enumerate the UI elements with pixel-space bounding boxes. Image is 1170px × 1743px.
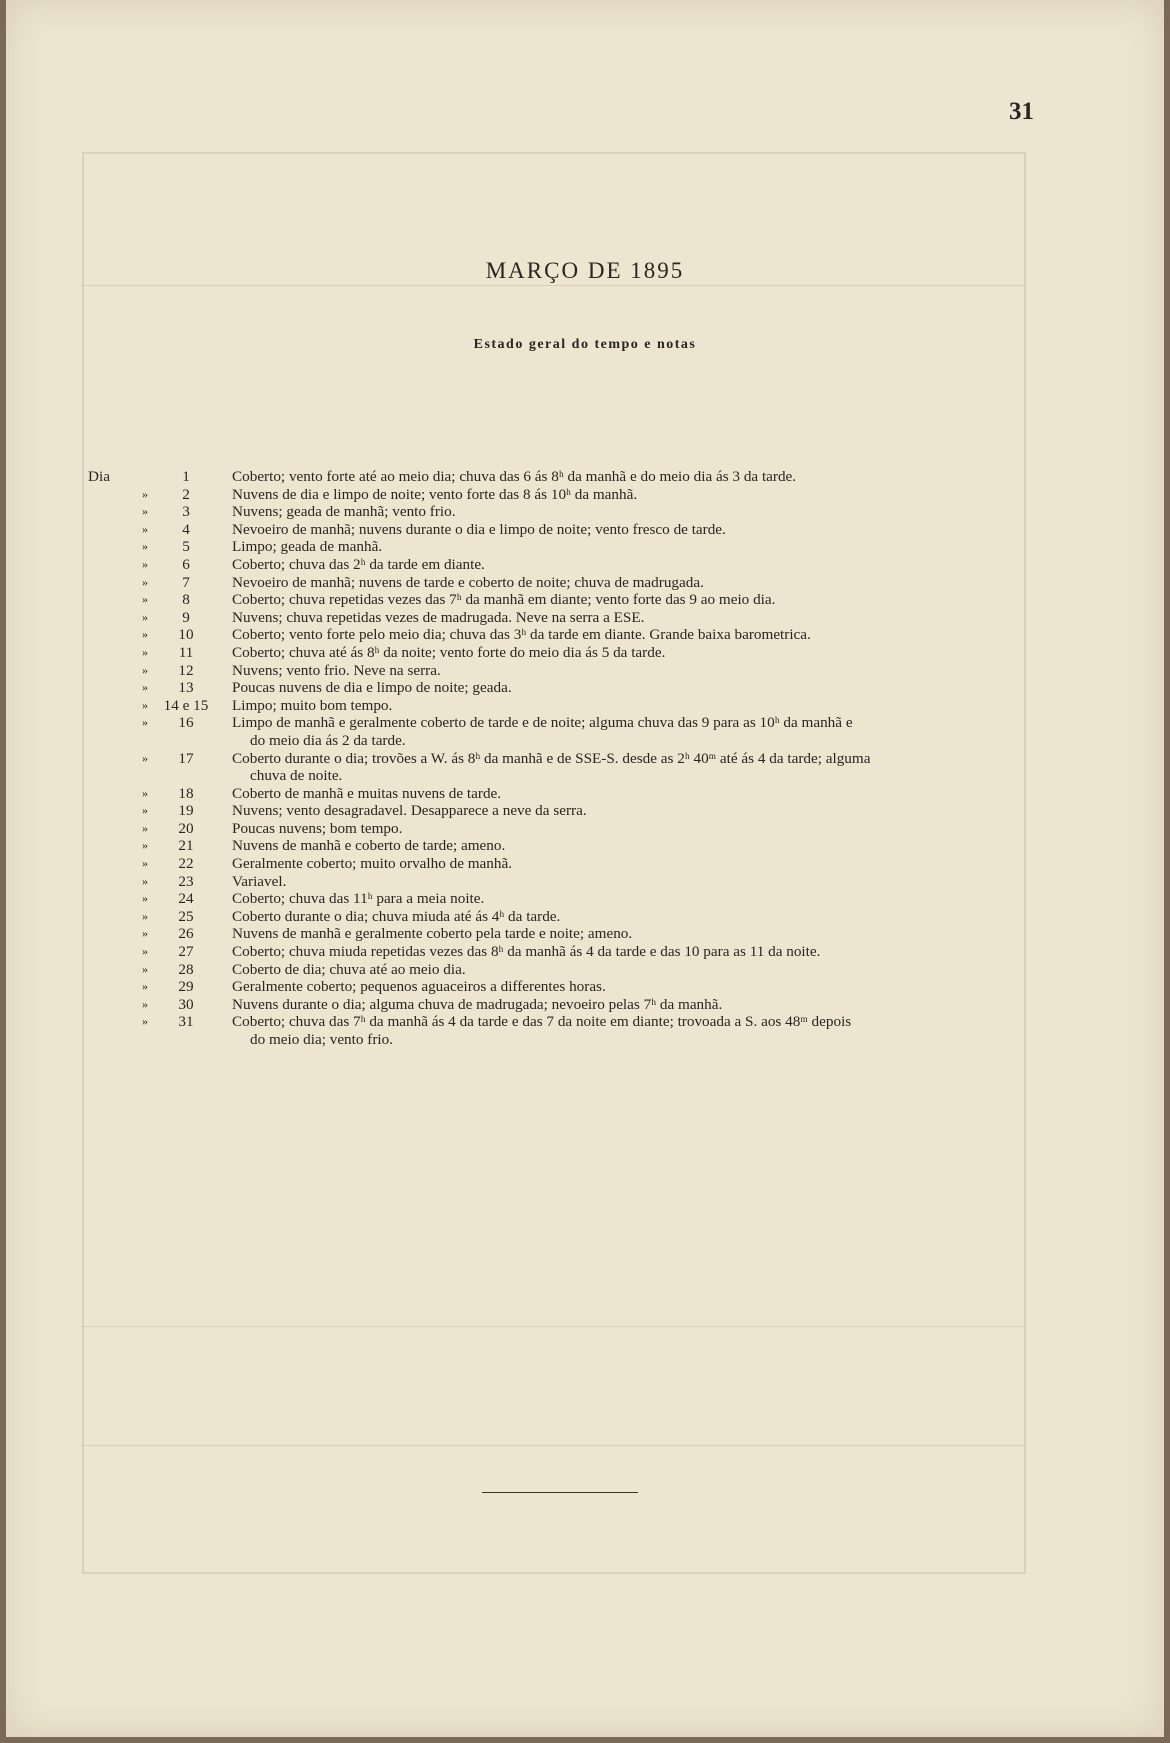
day-label: [88, 574, 118, 592]
ditto-mark: »: [142, 486, 148, 501]
list-item: [88, 802, 1038, 820]
day-number: 9: [182, 608, 190, 626]
ditto-mark: »: [142, 891, 148, 906]
day-number: 5: [182, 538, 190, 556]
list-item: [88, 521, 1038, 539]
day-number: 26: [178, 925, 194, 943]
weather-note: [224, 961, 1038, 979]
weather-note: [224, 785, 1038, 803]
ditto-mark: »: [142, 627, 148, 642]
list-item: [88, 943, 1038, 961]
ditto-mark: »: [142, 574, 148, 589]
page: [6, 0, 1164, 1737]
weather-note: [224, 556, 1038, 574]
weather-note-text: Limpo; geada de manhã.: [232, 538, 383, 556]
weather-note: [224, 943, 1038, 961]
day-label: [88, 837, 118, 855]
ditto-mark: »: [142, 521, 148, 536]
weather-note-text: Coberto de dia; chuva até ao meio dia.: [232, 960, 466, 978]
day-number: 29: [178, 978, 194, 996]
day-number: 30: [178, 995, 194, 1013]
day-label: [88, 961, 118, 979]
weather-note: [224, 802, 1038, 820]
weather-note-text: Nuvens de dia e limpo de noite; vento forte das 8 ás 10ʰ da manhã.: [232, 485, 638, 503]
page-number: 31: [1009, 98, 1034, 125]
weather-note: [224, 925, 1038, 943]
weather-note-text: Poucas nuvens; bom tempo.: [232, 819, 403, 837]
weather-note-text: Limpo de manhã e geralmente coberto de tarde e de noite; alguma chuva das 9 para as 10ʰ da manhã e: [232, 714, 853, 732]
day-number: 7: [182, 573, 190, 591]
day-number: 11: [178, 643, 194, 661]
day-number: 18: [178, 784, 194, 802]
day-number: 31: [178, 1013, 194, 1031]
ditto-mark: »: [142, 838, 148, 853]
ditto-mark: »: [142, 996, 148, 1011]
weather-note: [224, 662, 1038, 680]
day-label: [88, 908, 118, 926]
day-label: [88, 679, 118, 697]
ditto-mark: »: [142, 592, 148, 607]
day-label: Dia: [88, 468, 110, 485]
weather-note: [224, 978, 1038, 996]
weather-note-text: Limpo; muito bom tempo.: [232, 696, 393, 714]
day-label: [88, 873, 118, 891]
ditto-mark: »: [142, 504, 148, 519]
ditto-mark: »: [142, 856, 148, 871]
day-number: 17: [178, 749, 194, 767]
weather-note: [224, 521, 1038, 539]
day-number: 23: [178, 872, 194, 890]
list-item: [88, 697, 1038, 715]
weather-note: [224, 679, 1038, 697]
weather-note-text: Geralmente coberto; muito orvalho de manhã.: [232, 855, 513, 873]
list-item: [88, 855, 1038, 873]
weather-note-text: Nevoeiro de manhã; nuvens de tarde e coberto de noite; chuva de madrugada.: [232, 573, 704, 591]
list-item: [88, 820, 1038, 838]
day-label: [88, 662, 118, 680]
weather-note: [224, 750, 1038, 785]
day-number: 20: [178, 819, 194, 837]
list-item: [88, 574, 1038, 592]
day-number: 24: [178, 890, 194, 908]
day-label: [88, 750, 118, 785]
page-title: MARÇO DE 1895: [485, 258, 685, 283]
weather-note: [224, 890, 1038, 908]
list-item: [88, 1013, 1038, 1048]
day-label: [88, 1013, 118, 1048]
day-label: [88, 626, 118, 644]
day-number: 12: [178, 661, 194, 679]
weather-notes-list: [88, 468, 1038, 1049]
list-item: [88, 609, 1038, 627]
ditto-mark: »: [142, 785, 148, 800]
ditto-mark: »: [142, 820, 148, 835]
weather-note: [224, 820, 1038, 838]
day-label: [88, 538, 118, 556]
ditto-mark: »: [142, 926, 148, 941]
day-label: [88, 890, 118, 908]
ditto-mark: »: [142, 715, 148, 730]
weather-note-text: Nuvens durante o dia; alguma chuva de madrugada; nevoeiro pelas 7ʰ da manhã.: [232, 995, 723, 1013]
weather-note: [224, 574, 1038, 592]
weather-note-text: Coberto; chuva das 11ʰ para a meia noite.: [232, 890, 485, 908]
day-label: [88, 714, 118, 749]
day-label: [88, 609, 118, 627]
weather-note: [224, 538, 1038, 556]
ditto-mark: »: [142, 803, 148, 818]
list-item: [88, 591, 1038, 609]
weather-note: [224, 1013, 1038, 1048]
day-label: [88, 820, 118, 838]
weather-note-text: Coberto; vento forte até ao meio dia; chuva das 6 ás 8ʰ da manhã e do meio dia ás 3 da tarde.: [232, 468, 797, 485]
weather-note-text: Nuvens; vento desagradavel. Desapparece a neve da serra.: [232, 802, 587, 820]
day-label: [88, 503, 118, 521]
day-number: 27: [178, 943, 194, 961]
weather-note: [224, 591, 1038, 609]
ditto-mark: »: [142, 750, 148, 765]
list-item: [88, 486, 1038, 504]
weather-note: [224, 468, 1038, 486]
weather-note-text: Nuvens de manhã e geralmente coberto pela tarde e noite; ameno.: [232, 925, 633, 943]
list-item: [88, 925, 1038, 943]
weather-note: [224, 697, 1038, 715]
ditto-mark: »: [142, 697, 148, 712]
weather-note: [224, 486, 1038, 504]
weather-note-text: Geralmente coberto; pequenos aguaceiros a differentes horas.: [232, 978, 606, 996]
day-label: [88, 556, 118, 574]
weather-note-text: Nuvens; geada de manhã; vento frio.: [232, 503, 456, 521]
day-label: [88, 978, 118, 996]
weather-note-text: Variavel.: [232, 872, 287, 890]
list-item: [88, 908, 1038, 926]
list-item: [88, 837, 1038, 855]
day-number: 10: [178, 626, 194, 644]
day-label: [88, 855, 118, 873]
ditto-mark: »: [142, 908, 148, 923]
weather-note-text: Coberto; chuva miuda repetidas vezes das 8ʰ da manhã ás 4 da tarde e das 10 para as 11 da noite.: [232, 943, 821, 961]
ditto-mark: »: [142, 979, 148, 994]
day-number: 16: [178, 714, 194, 732]
weather-note: [224, 873, 1038, 891]
weather-note-text: Coberto; chuva até ás 8ʰ da noite; vento forte do meio dia ás 5 da tarde.: [232, 643, 666, 661]
day-number: 22: [178, 855, 194, 873]
day-number: 19: [178, 802, 194, 820]
list-item: [88, 679, 1038, 697]
weather-note-continuation: chuva de noite.: [250, 767, 343, 785]
weather-note: [224, 609, 1038, 627]
list-item: [88, 556, 1038, 574]
list-item: [88, 644, 1038, 662]
ditto-mark: »: [142, 680, 148, 695]
weather-note-text: Coberto; chuva repetidas vezes das 7ʰ da manhã em diante; vento forte das 9 ao meio dia.: [232, 591, 776, 609]
weather-note: [224, 996, 1038, 1014]
weather-note: [224, 908, 1038, 926]
bleed-through-line: [82, 1326, 1024, 1327]
list-item: [88, 961, 1038, 979]
ditto-mark: »: [142, 539, 148, 554]
day-label: [88, 802, 118, 820]
list-item: [88, 890, 1038, 908]
day-label: [88, 644, 118, 662]
list-item: [88, 662, 1038, 680]
weather-note-continuation: do meio dia; vento frio.: [250, 1031, 393, 1048]
day-label: [88, 591, 118, 609]
weather-note-continuation: do meio dia ás 2 da tarde.: [250, 731, 406, 749]
bleed-through-line: [82, 1445, 1024, 1446]
day-number: 21: [178, 837, 194, 855]
ditto-mark: [118, 468, 148, 486]
day-number: 14 e 15: [163, 696, 209, 714]
list-item: [88, 996, 1038, 1014]
day-label: [88, 925, 118, 943]
ditto-mark: »: [142, 662, 148, 677]
ditto-mark: »: [142, 609, 148, 624]
list-item: [88, 978, 1038, 996]
ditto-mark: »: [142, 556, 148, 571]
weather-note-text: Coberto; vento forte pelo meio dia; chuva das 3ʰ da tarde em diante. Grande baixa barometrica.: [232, 626, 811, 644]
weather-note: [224, 503, 1038, 521]
weather-note-text: Coberto durante o dia; chuva miuda até ás 4ʰ da tarde.: [232, 907, 561, 925]
ditto-mark: »: [142, 1014, 148, 1029]
list-item: [88, 626, 1038, 644]
weather-note: [224, 714, 1038, 749]
weather-note-text: Nevoeiro de manhã; nuvens durante o dia e limpo de noite; vento fresco de tarde.: [232, 520, 726, 538]
day-label: [88, 785, 118, 803]
day-number: 28: [178, 960, 194, 978]
weather-note-text: Nuvens; chuva repetidas vezes de madrugada. Neve na serra a ESE.: [232, 608, 645, 626]
weather-note: [224, 837, 1038, 855]
day-number: 6: [182, 555, 190, 573]
ditto-mark: »: [142, 944, 148, 959]
bleed-through-line: [82, 285, 1024, 286]
section-subtitle: Estado geral do tempo e notas: [473, 337, 697, 352]
weather-note-text: Nuvens; vento frio. Neve na serra.: [232, 661, 441, 679]
ditto-mark: »: [142, 644, 148, 659]
list-item: [88, 873, 1038, 891]
weather-note: [224, 626, 1038, 644]
ditto-mark: »: [142, 873, 148, 888]
list-item: [88, 714, 1038, 749]
day-number: 4: [182, 520, 190, 538]
list-item: [88, 538, 1038, 556]
closing-rule: [482, 1492, 638, 1493]
weather-note: [224, 644, 1038, 662]
list-item: [88, 468, 1038, 486]
day-number: 8: [182, 591, 190, 609]
weather-note-text: Nuvens de manhã e coberto de tarde; ameno.: [232, 837, 506, 855]
weather-note-text: Coberto; chuva das 2ʰ da tarde em diante.: [232, 555, 485, 573]
weather-note-text: Poucas nuvens de dia e limpo de noite; geada.: [232, 679, 512, 697]
day-number: 1: [182, 468, 190, 485]
day-number: 2: [182, 485, 190, 503]
day-number: 25: [178, 907, 194, 925]
day-label: [88, 521, 118, 539]
weather-note: [224, 855, 1038, 873]
list-item: [88, 503, 1038, 521]
weather-note-text: Coberto; chuva das 7ʰ da manhã ás 4 da tarde e das 7 da noite em diante; trovoada a S. aos 48ᵐ depois: [232, 1013, 852, 1031]
day-label: [88, 996, 118, 1014]
day-label: [88, 486, 118, 504]
list-item: [88, 750, 1038, 785]
list-item: [88, 785, 1038, 803]
day-label: [88, 943, 118, 961]
weather-note-text: Coberto de manhã e muitas nuvens de tarde.: [232, 784, 502, 802]
day-number: 3: [182, 503, 190, 521]
day-number: 13: [178, 679, 194, 697]
weather-note-text: Coberto durante o dia; trovões a W. ás 8ʰ da manhã e de SSE-S. desde as 2ʰ 40ᵐ até ás 4 da tarde; alguma: [232, 749, 871, 767]
ditto-mark: »: [142, 961, 148, 976]
day-label: [88, 697, 118, 715]
